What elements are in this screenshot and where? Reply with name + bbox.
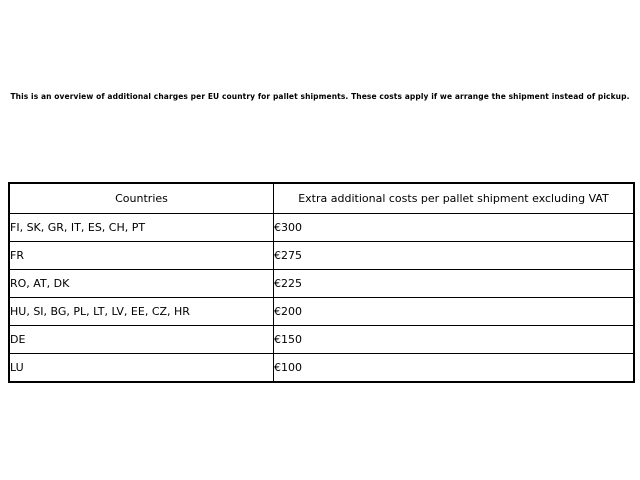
countries-cell: FR (9, 242, 274, 270)
table-row (9, 354, 634, 383)
table-row (9, 270, 634, 298)
countries-cell: LU (9, 354, 274, 383)
cost-cell: €300 (274, 214, 635, 242)
countries-cell: FI, SK, GR, IT, ES, CH, PT (9, 214, 274, 242)
table-row (9, 326, 634, 354)
pricing-table (8, 182, 635, 383)
countries-cell: DE (9, 326, 274, 354)
countries-cell: RO, AT, DK (9, 270, 274, 298)
countries-cell: HU, SI, BG, PL, LT, LV, EE, CZ, HR (9, 298, 274, 326)
cost-column-header: Extra additional costs per pallet shipment excluding VAT (274, 183, 635, 214)
table-row (9, 298, 634, 326)
cost-cell: €225 (274, 270, 635, 298)
overview-note: This is an overview of additional charges per EU country for pallet shipments. These costs apply if we arrange the shipment instead of pickup. (10, 92, 630, 101)
table-row (9, 242, 634, 270)
table-row (9, 214, 634, 242)
cost-cell: €100 (274, 354, 635, 383)
cost-cell: €200 (274, 298, 635, 326)
countries-column-header: Countries (9, 183, 274, 214)
cost-cell: €150 (274, 326, 635, 354)
cost-cell: €275 (274, 242, 635, 270)
table-header-row (9, 183, 634, 214)
